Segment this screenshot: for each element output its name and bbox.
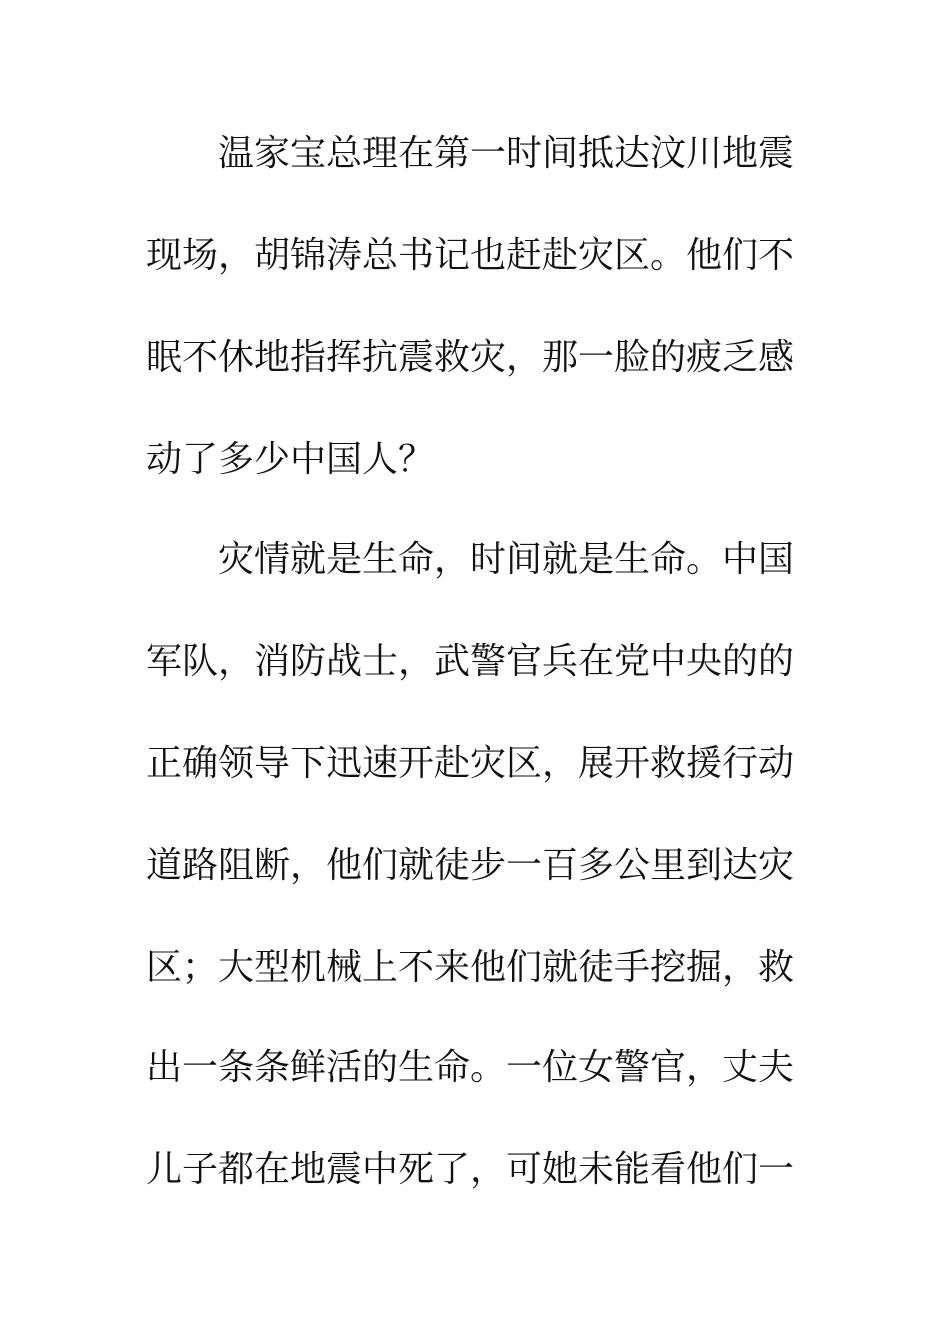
text-line: 温家宝总理在第一时间抵达汶川地震 [218,133,795,174]
text-line: 儿子都在地震中死了，可她未能看他们一 [146,1149,795,1190]
text-line: 动了多少中国人？ [146,439,435,480]
text-line: 道路阻断，他们就徒步一百多公里到达灾 [146,845,795,886]
text-line: 眠不休地指挥抗震救灾，那一脸的疲乏感 [146,337,795,378]
text-line: 军队，消防战士，武警官兵在党中央的的 [146,641,795,682]
text-line: 现场，胡锦涛总书记也赶赴灾区。他们不 [146,235,795,276]
text-line: 区；大型机械上不来他们就徒手挖掘，救 [146,947,795,988]
text-line: 灾情就是生命，时间就是生命。中国 [218,539,795,580]
text-line: 出一条条鲜活的生命。一位女警官，丈夫 [146,1047,795,1088]
text-line: 正确领导下迅速开赴灾区，展开救援行动 [146,743,795,784]
